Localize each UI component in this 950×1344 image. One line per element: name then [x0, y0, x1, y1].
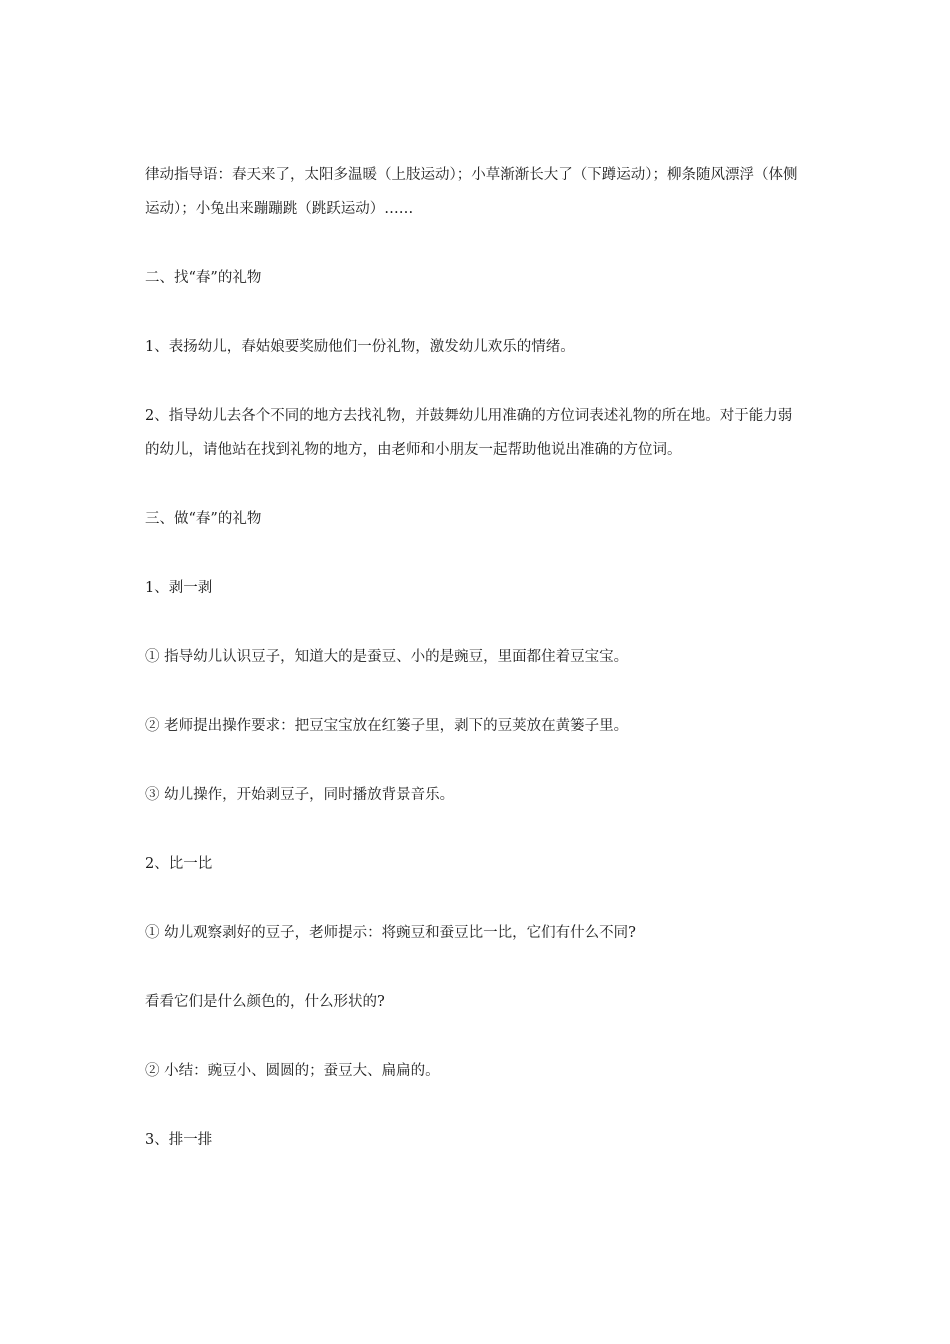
step-praise-paragraph: 1、表扬幼儿，春姑娘要奖励他们一份礼物，激发幼儿欢乐的情绪。	[145, 339, 575, 355]
compare-summary: ② 小结：豌豆小、圆圆的；蚕豆大、扁扁的。	[145, 1063, 440, 1079]
subheading-peel: 1、剥一剥	[145, 580, 213, 596]
peel-item-3: ③ 幼儿操作，开始剥豆子，同时播放背景音乐。	[145, 787, 455, 803]
section-heading-find-gift: 二、找“春”的礼物	[145, 270, 262, 286]
section-heading-make-gift: 三、做“春”的礼物	[145, 511, 262, 527]
rhythm-guide-paragraph: 律动指导语：春天来了，太阳多温暖（上肢运动）；小草渐渐长大了（下蹲运动）；柳条随风漂浮（体侧运动）；小兔出来蹦蹦跳（跳跃运动）……	[145, 167, 798, 217]
peel-item-2: ② 老师提出操作要求：把豆宝宝放在红篓子里，剥下的豆荚放在黄篓子里。	[145, 718, 629, 734]
compare-question: 看看它们是什么颜色的，什么形状的?	[145, 994, 385, 1010]
document-body	[145, 158, 805, 1157]
subheading-compare: 2、比一比	[145, 856, 213, 872]
subheading-arrange: 3、排一排	[145, 1132, 213, 1148]
peel-item-1: ① 指导幼儿认识豆子，知道大的是蚕豆、小的是豌豆，里面都住着豆宝宝。	[145, 649, 629, 665]
compare-item-1: ① 幼儿观察剥好的豆子，老师提示：将豌豆和蚕豆比一比，它们有什么不同?	[145, 925, 636, 941]
step-find-gift-paragraph: 2、指导幼儿去各个不同的地方去找礼物，并鼓舞幼儿用准确的方位词表述礼物的所在地。对于能力弱的幼儿，请他站在找到礼物的地方，由老师和小朋友一起帮助他说出准确的方位词。	[145, 408, 793, 458]
